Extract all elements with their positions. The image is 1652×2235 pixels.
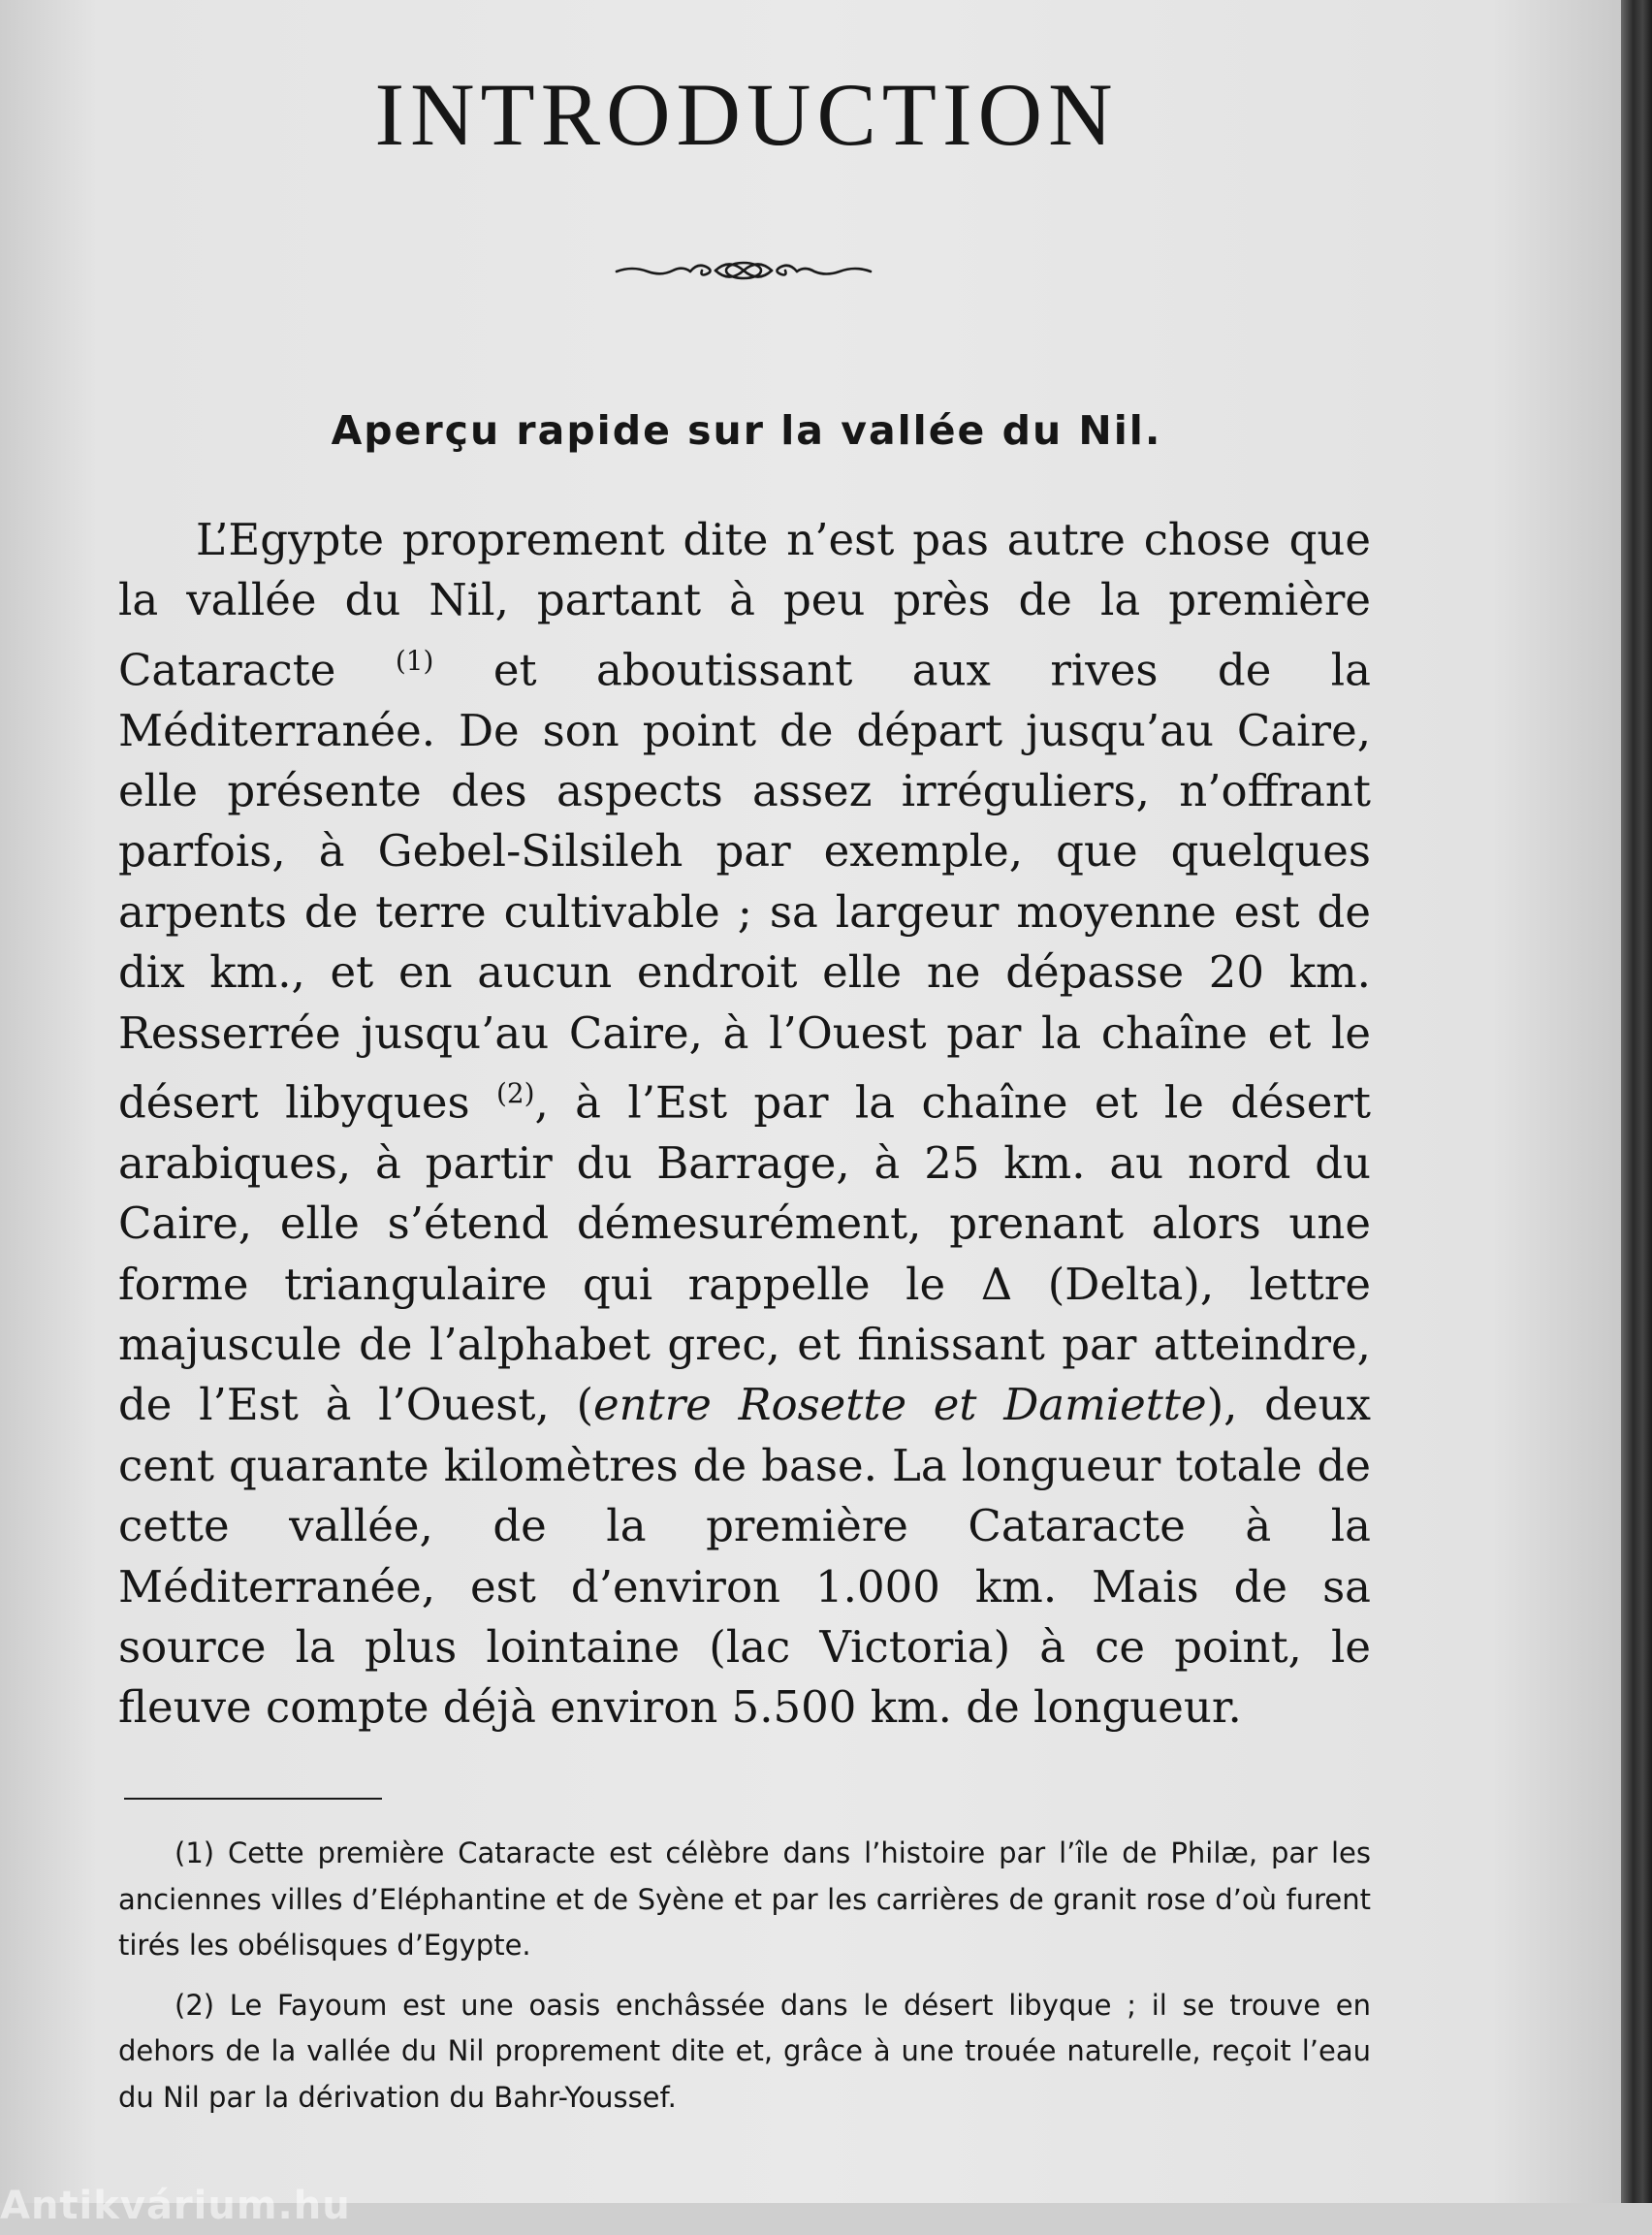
body-paragraph <box>118 510 1371 1739</box>
footnote-1: (1) Cette première Cataracte est célèbre dans l’histoire par l’île de Philæ, par les anciennes villes d’Eléphantine et de Syène et par les carrières de granit rose d’où furent tirés les obélisques d’Egypte. <box>118 1836 1371 1962</box>
footnote-ref-2: (2) <box>495 1077 535 1109</box>
page-title: INTRODUCTION <box>374 65 1119 164</box>
watermark: Antikvárium.hu <box>0 2184 351 2228</box>
body-text-part: L’Egypte proprement dite n’est pas autre chose que la vallée du Nil, partant à peu près de la première Cataracte <box>118 514 1371 696</box>
footnote-divider <box>124 1798 382 1800</box>
body-text-part: , à l’Est par la chaîne et le désert arabiques, à partir du Barrage, à 25 km. au nord du Caire, elle s’étend démesurément, prenant alors une forme triangulaire qui rappelle le Δ (Delta), lettre majuscule de l’alphabet grec, et finissant par atteindre, de l’Est à l’Ouest, ( <box>118 1076 1372 1431</box>
section-heading: Aperçu rapide sur la vallée du Nil. <box>331 407 1162 454</box>
body-text-part: et aboutissant aux rives de la Méditerranée. De son point de départ jusqu’au Caire, elle présente des aspects assez irréguliers, n’offrant parfois, à Gebel-Silsileh par exemple, que quelques arpents de terre cultivable ; sa largeur moyenne est de dix km., et en aucun endroit elle ne dépasse 20 km. Resserrée jusqu’au Caire, à l’Ouest par la chaîne et le désert libyques <box>118 644 1372 1129</box>
body-text-part: ), deux cent quarante kilomètres de base. La longueur totale de cette vallée, de la première Cataracte à la Méditerranée, est d’environ 1.000 km. Mais de sa source la plus lointaine (lac Victoria) à ce point, le fleuve compte déjà environ 5.500 km. de longueur. <box>118 1379 1371 1734</box>
book-gutter <box>1621 0 1652 2203</box>
scroll-flourish-icon <box>613 254 874 287</box>
italic-phrase: entre Rosette et Damiette <box>593 1379 1207 1431</box>
footnote-ref-1: (1) <box>395 644 434 677</box>
footnote-2: (2) Le Fayoum est une oasis enchâssée dans le désert libyque ; il se trouve en dehors de la vallée du Nil proprement dite et, grâce à une trouée naturelle, reçoit l’eau du Nil par la dérivation du Bahr-Youssef. <box>118 1988 1371 2114</box>
footnotes <box>118 1831 1371 2134</box>
